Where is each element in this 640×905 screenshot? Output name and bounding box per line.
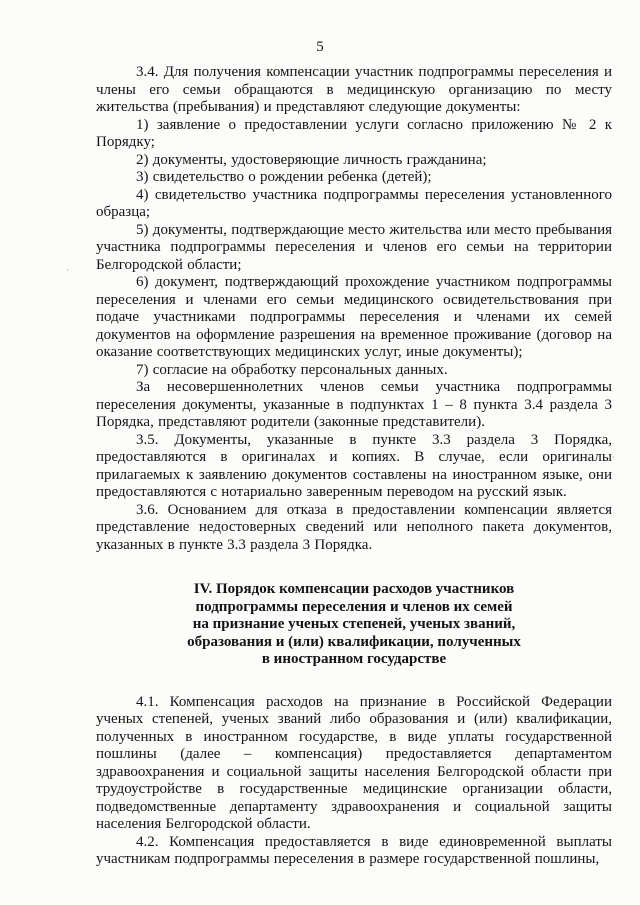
list-item-7: 7) согласие на обработку персональных данных. xyxy=(136,361,448,378)
list-item-3: 3) свидетельство о рождении ребенка (детей); xyxy=(136,169,432,185)
heading-line: образования и (или) квалификации, полученных xyxy=(187,633,521,650)
paragraph-3-6: 3.6. Основанием для отказа в предоставлении компенсации является представление недостоверных сведений или неполного пакета документов, указанных в пункте 3.3 раздела 3 Порядка. xyxy=(96,501,612,553)
heading-line: подпрограммы переселения и членов их семей xyxy=(195,598,513,615)
heading-line: на признание ученых степеней, ученых званий, xyxy=(192,616,516,632)
heading-line: в иностранном государстве xyxy=(261,651,447,667)
list-item-5: 5) документы, подтверждающие место жительства или место пребывания участника подпрограммы переселения и членов его семьи на территории Белгородской области; xyxy=(96,221,612,273)
scan-mark: · xyxy=(612,452,615,462)
list-item-2: 2) документы, удостоверяющие личность гражданина; xyxy=(136,151,487,168)
scan-mark: · xyxy=(66,265,69,275)
document-body xyxy=(96,64,612,869)
paragraph-3-4: 3.4. Для получения компенсации участник подпрограммы переселения и члены его семьи обращаются в медицинскую организацию по месту жительства (пребывания) и представляют следующие документы: xyxy=(96,64,612,115)
paragraph-3-5: 3.5. Документы, указанные в пункте 3.3 раздела 3 Порядка, предоставляются в оригиналах и копиях. В случае, если оригиналы прилагаемых к заявлению документов составлены на иностранном языке, они предоставляются с нотариально заверенным переводом на русский язык. xyxy=(96,431,612,500)
list-item-1: 1) заявление о предоставлении услуги согласно приложению № 2 к Порядку; xyxy=(96,116,612,150)
list-item-4: 4) свидетельство участника подпрограммы переселения установленного образца; xyxy=(96,186,612,220)
heading-line: IV. Порядок компенсации расходов участников xyxy=(193,581,515,597)
list-item-6: 6) документ, подтверждающий прохождение участником подпрограммы переселения и членами его семьи медицинского освидетельствования при подаче участниками подпрограммы переселения и членами их семей документов на оформление разрешения на временное проживание (договор на оказание соответствующих медицинских услуг, иные документы); xyxy=(96,274,612,360)
section-heading xyxy=(96,581,612,669)
paragraph-4-2: 4.2. Компенсация предоставляется в виде единовременной выплаты участникам подпрограммы переселения в размере государственной пошлины, xyxy=(96,833,612,867)
paragraph-minors: За несовершеннолетних членов семьи участника подпрограммы переселения документы, указанные в подпунктах 1 – 8 пункта 3.4 раздела 3 Порядка, представляют родители (законные представители). xyxy=(96,379,612,430)
page-number: 5 xyxy=(316,39,324,55)
paragraph-4-1: 4.1. Компенсация расходов на признание в Российской Федерации ученых степеней, ученых званий либо образования и (или) квалификации, полученных в иностранном государстве, в виде уплаты государственной пошлины (далее – компенсация) предоставляется департаментом здравоохранения и социальной защиты населения Белгородской области при трудоустройстве в государственные медицинские организации области, подведомственные департаменту здравоохранения и социальной защиты населения Белгородской области. xyxy=(96,693,612,832)
